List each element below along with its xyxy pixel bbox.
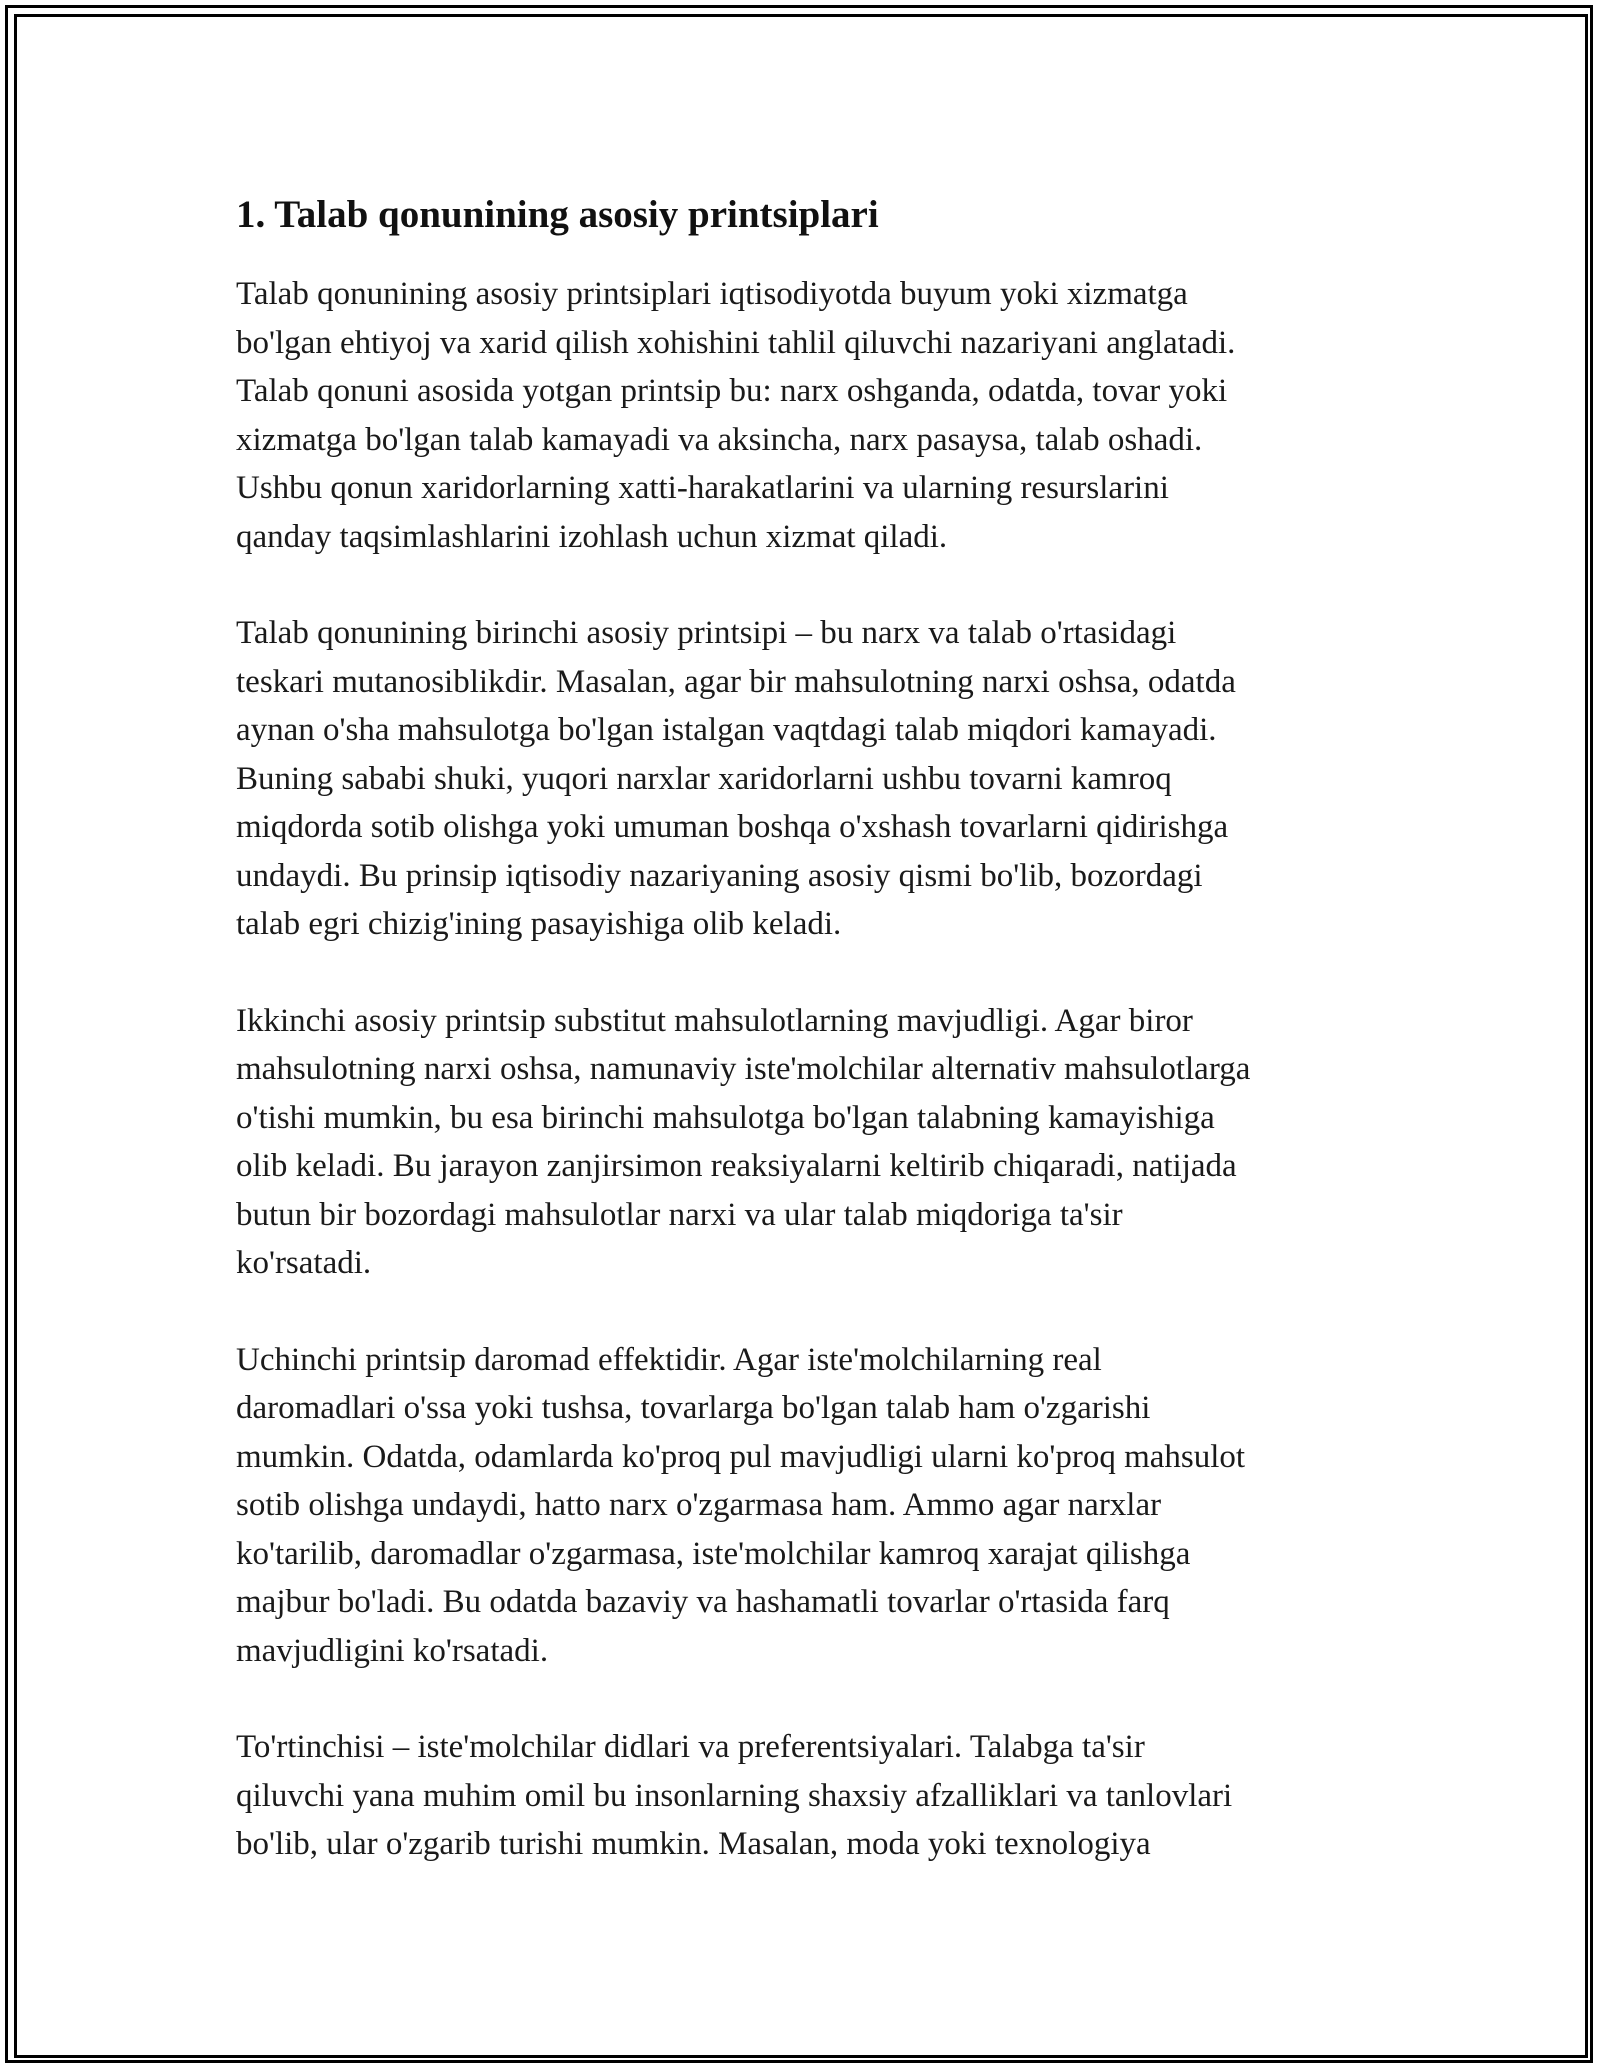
text-line: ko'rsatadi. bbox=[236, 1245, 372, 1281]
paragraph-4 bbox=[236, 1336, 1366, 1676]
text-line: Ushbu qonun xaridorlarning xatti-harakatlarini va ularning resurslarini bbox=[236, 470, 1169, 506]
text-line: Ikkinchi asosiy printsip substitut mahsulotlarning mavjudligi. Agar biror bbox=[236, 1002, 1193, 1039]
paragraph-3 bbox=[236, 997, 1366, 1288]
text-line: Talab qonunining asosiy printsiplari iqtisodiyotda buyum yoki xizmatga bbox=[236, 276, 1188, 312]
text-line: undaydi. Bu prinsip iqtisodiy nazariyaning asosiy qismi bo'lib, bozordagi bbox=[236, 857, 1203, 894]
paragraph-2 bbox=[236, 609, 1366, 949]
text-line: majbur bo'ladi. Bu odatda bazaviy va hashamatli tovarlar o'rtasida farq bbox=[236, 1584, 1170, 1620]
text-line: olib keladi. Bu jarayon zanjirsimon reaksiyalarni keltirib chiqaradi, natijada bbox=[236, 1148, 1237, 1184]
text-line: Buning sababi shuki, yuqori narxlar xaridorlarni ushbu tovarni kamroq bbox=[236, 760, 1172, 797]
text-line: bo'lgan ehtiyoj va xarid qilish xohishini tahlil qiluvchi nazariyani anglatadi. bbox=[236, 324, 1236, 361]
text-line: aynan o'sha mahsulotga bo'lgan istalgan vaqtdagi talab miqdori kamayadi. bbox=[236, 712, 1217, 748]
text-line: daromadlari o'ssa yoki tushsa, tovarlarga bo'lgan talab ham o'zgarishi bbox=[236, 1390, 1151, 1426]
text-line: qanday taqsimlashlarini izohlash uchun xizmat qiladi. bbox=[236, 518, 948, 555]
text-line: Talab qonunining birinchi asosiy printsipi – bu narx va talab o'rtasidagi bbox=[236, 615, 1177, 651]
text-line: o'tishi mumkin, bu esa birinchi mahsulotga bo'lgan talabning kamayishiga bbox=[236, 1099, 1215, 1136]
text-line: Uchinchi printsip daromad effektidir. Agar iste'molchilarning real bbox=[236, 1341, 1102, 1378]
paragraph-5 bbox=[236, 1723, 1366, 1869]
text-line: mavjudligini ko'rsatadi. bbox=[236, 1632, 549, 1669]
text-line: teskari mutanosiblikdir. Masalan, agar bir mahsulotning narxi oshsa, odatda bbox=[236, 663, 1236, 700]
text-line: bo'lib, ular o'zgarib turishi mumkin. Masalan, moda yoki texnologiya bbox=[236, 1826, 1151, 1862]
text-line: Talab qonuni asosida yotgan printsip bu: narx oshganda, odatda, tovar yoki bbox=[236, 373, 1228, 409]
text-line: mahsulotning narxi oshsa, namunaviy iste'molchilar alternativ mahsulotlarga bbox=[236, 1051, 1251, 1087]
section-heading: 1. Talab qonunining asosiy printsiplari bbox=[236, 193, 879, 236]
text-line: To'rtinchisi – iste'molchilar didlari va preferentsiyalari. Talabga ta'sir bbox=[236, 1729, 1145, 1765]
text-line: talab egri chizig'ining pasayishiga olib keladi. bbox=[236, 906, 842, 942]
text-line: miqdorda sotib olishga yoki umuman boshqa o'xshash tovarlarni qidirishga bbox=[236, 809, 1229, 845]
text-line: qiluvchi yana muhim omil bu insonlarning shaxsiy afzalliklari va tanlovlari bbox=[236, 1777, 1233, 1814]
text-line: sotib olishga undaydi, hatto narx o'zgarmasa ham. Ammo agar narxlar bbox=[236, 1487, 1162, 1523]
text-line: ko'tarilib, daromadlar o'zgarmasa, iste'molchilar kamroq xarajat qilishga bbox=[236, 1535, 1191, 1572]
text-line: butun bir bozordagi mahsulotlar narxi va ular talab miqdoriga ta'sir bbox=[236, 1196, 1123, 1233]
text-line: xizmatga bo'lgan talab kamayadi va aksincha, narx pasaysa, talab oshadi. bbox=[236, 421, 1203, 458]
paragraph-1 bbox=[236, 270, 1366, 561]
document-body bbox=[236, 190, 1366, 1917]
text-line: mumkin. Odatda, odamlarda ko'proq pul mavjudligi ularni ko'proq mahsulot bbox=[236, 1438, 1246, 1475]
